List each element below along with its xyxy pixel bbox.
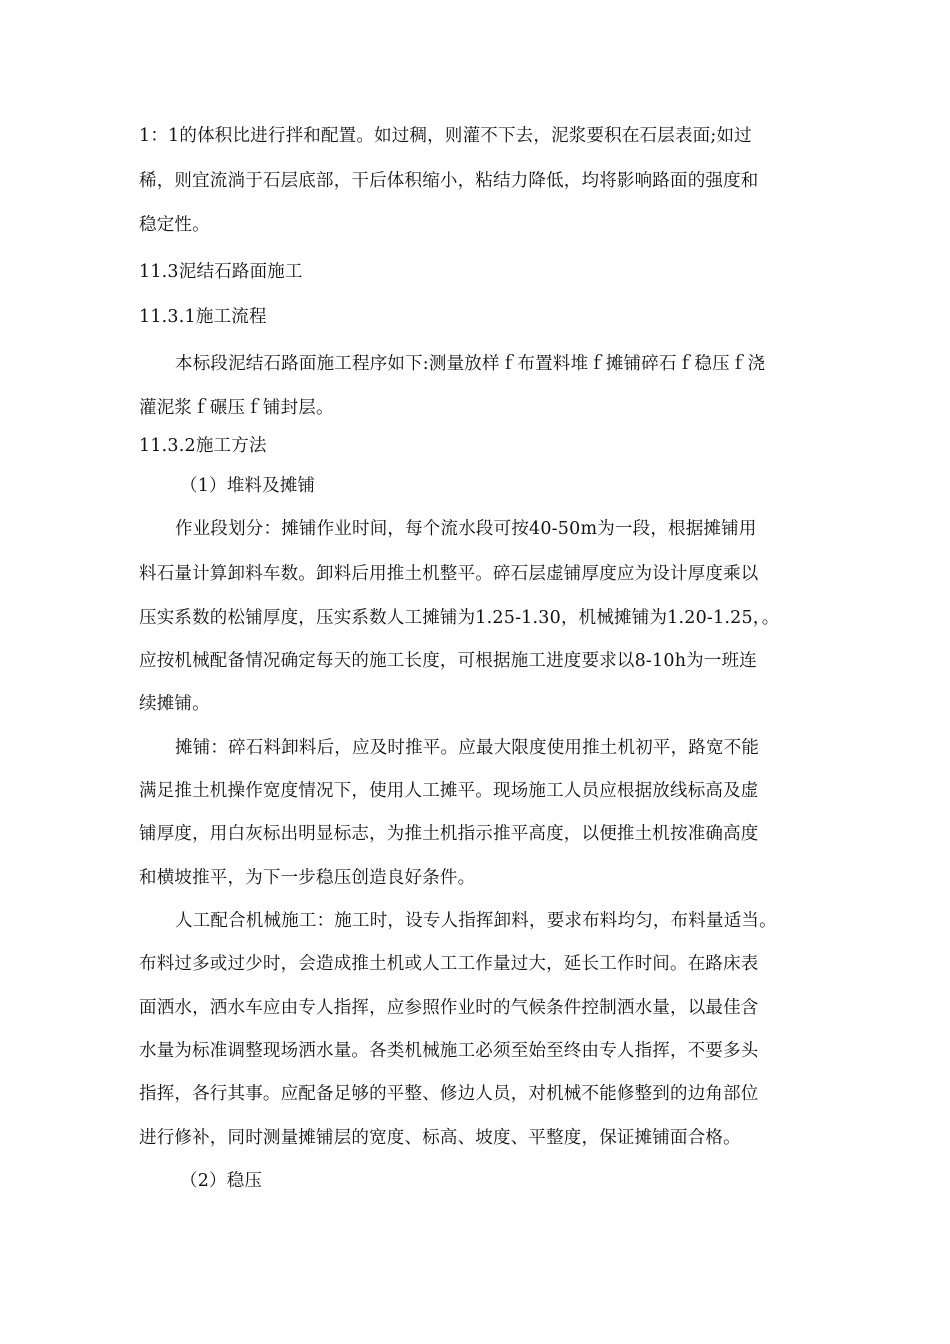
paragraph-line: 铺厚度，用白灰标出明显标志，为推土机指示推平高度，以便推土机按准确高度 — [139, 824, 759, 844]
paragraph-line: 作业段划分：摊铺作业时间，每个流水段可按40-50m为一段，根据摊铺用 — [175, 519, 757, 539]
paragraph-line: 应按机械配备情况确定每天的施工长度，可根据施工进度要求以8-10h为一班连 — [139, 651, 757, 671]
paragraph-line: 1：1的体积比进行拌和配置。如过稠，则灌不下去，泥浆要积在石层表面;如过 — [139, 126, 752, 146]
paragraph-line: 压实系数的松铺厚度，压实系数人工摊铺为1.25-1.30，机械摊铺为1.20-1.25，。 — [139, 608, 780, 628]
subsection-heading: 11.3.2施工方法 — [139, 436, 267, 456]
paragraph-line: 指挥，各行其事。应配备足够的平整、修边人员，对机械不能修整到的边角部位 — [139, 1084, 759, 1104]
paragraph-line: 本标段泥结石路面施工程序如下:测量放样ｆ布置料堆ｆ摊铺碎石ｆ稳压ｆ浇 — [175, 354, 766, 374]
section-heading: 11.3泥结石路面施工 — [139, 262, 303, 282]
paragraph-line: 进行修补，同时测量摊铺层的宽度、标高、坡度、平整度，保证摊铺面合格。 — [139, 1128, 741, 1148]
paragraph-line: 灌泥浆ｆ碾压ｆ铺封层。 — [139, 398, 334, 418]
item-heading: （1）堆料及摊铺 — [180, 476, 316, 496]
paragraph-line: 稀，则宜流淌于石层底部，干后体积缩小，粘结力降低，均将影响路面的强度和 — [139, 171, 759, 191]
paragraph-line: 满足推土机操作宽度情况下，使用人工摊平。现场施工人员应根据放线标高及虚 — [139, 781, 759, 801]
paragraph-line: 面洒水，洒水车应由专人指挥，应参照作业时的气候条件控制洒水量，以最佳含 — [139, 998, 759, 1018]
paragraph-line: 和横坡推平，为下一步稳压创造良好条件。 — [139, 868, 476, 888]
paragraph-line: 布料过多或过少时，会造成推土机或人工工作量过大，延长工作时间。在路床表 — [139, 954, 759, 974]
paragraph-line: 摊铺：碎石料卸料后，应及时推平。应最大限度使用推土机初平，路宽不能 — [175, 738, 760, 758]
subsection-heading: 11.3.1施工流程 — [139, 307, 267, 327]
item-heading: （2）稳压 — [180, 1171, 263, 1191]
paragraph-line: 水量为标准调整现场洒水量。各类机械施工必须至始至终由专人指挥，不要多头 — [139, 1041, 759, 1061]
paragraph-line: 续摊铺。 — [139, 694, 210, 714]
paragraph-line: 料石量计算卸料车数。卸料后用推土机整平。碎石层虚铺厚度应为设计厚度乘以 — [139, 564, 759, 584]
paragraph-line: 人工配合机械施工：施工时，设专人指挥卸料，要求布料均匀，布料量适当。 — [175, 911, 777, 931]
paragraph-line: 稳定性。 — [139, 215, 210, 235]
